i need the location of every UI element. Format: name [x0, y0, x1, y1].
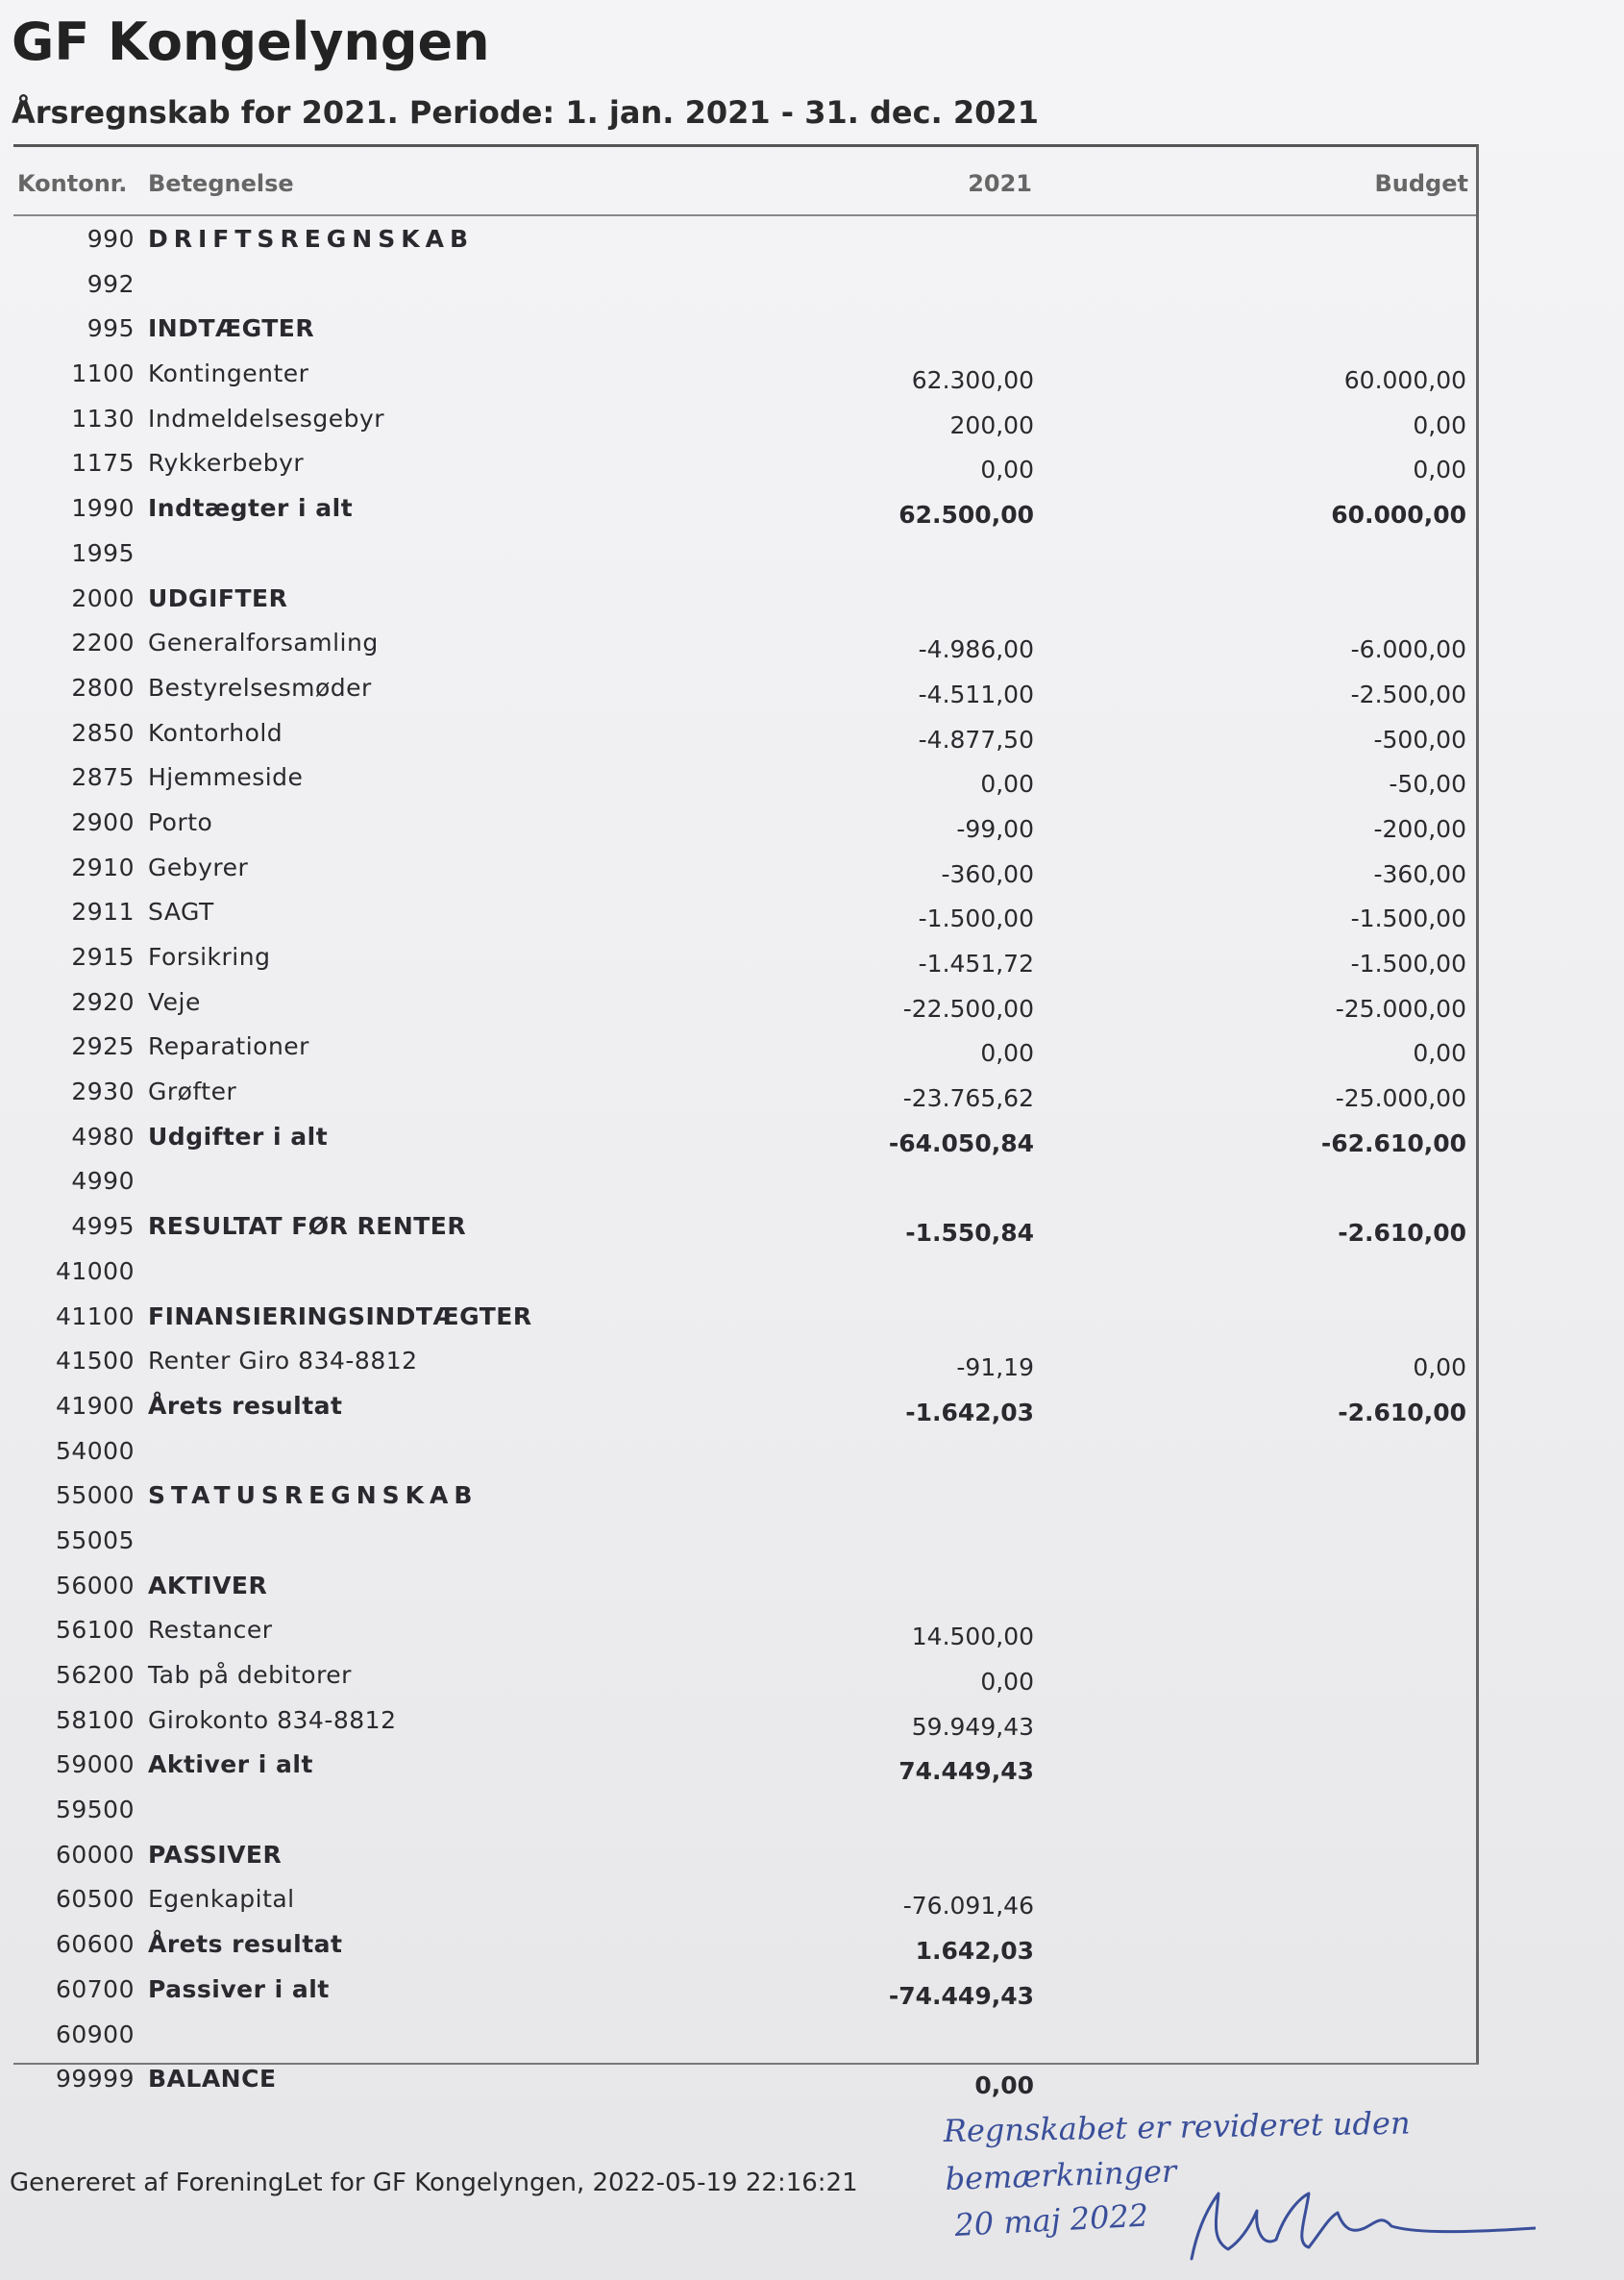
account-number: 2925	[71, 1032, 135, 1061]
table-row	[13, 440, 1476, 485]
account-number: 59500	[55, 1796, 135, 1824]
account-description: Aktiver i alt	[148, 1750, 313, 1779]
account-description: Grøfter	[148, 1078, 237, 1106]
table-row	[13, 485, 1476, 531]
annotation-line-2: bemærkninger	[944, 2152, 1177, 2197]
account-description: Renter Giro 834-8812	[148, 1347, 418, 1375]
amount-budget: 0,00	[1413, 456, 1466, 484]
table-row	[13, 845, 1476, 890]
account-number: 2200	[71, 629, 135, 657]
amount-2021: -1.550,84	[905, 1219, 1034, 1248]
table-row	[13, 1473, 1476, 1518]
amount-budget: 60.000,00	[1343, 366, 1466, 395]
account-number: 2800	[71, 673, 135, 702]
table-row	[13, 1652, 1476, 1698]
amount-budget: 0,00	[1413, 1353, 1466, 1382]
account-number: 56100	[55, 1616, 135, 1645]
account-description: Hjemmeside	[148, 763, 304, 792]
account-number: 41500	[55, 1347, 135, 1375]
account-number: 2000	[71, 583, 135, 612]
amount-2021: 62.300,00	[911, 366, 1034, 395]
account-description: Reparationer	[148, 1032, 309, 1061]
table-row	[13, 2056, 1476, 2101]
table-row	[13, 396, 1476, 441]
amount-2021: 0,00	[980, 456, 1034, 484]
table-row	[13, 665, 1476, 710]
account-description: Årets resultat	[148, 1391, 343, 1420]
account-description: Restancer	[148, 1616, 273, 1645]
account-description: PASSIVER	[148, 1840, 283, 1869]
amount-2021: 1.642,03	[915, 1937, 1034, 1966]
account-description: STATUSREGNSKAB	[148, 1481, 479, 1510]
account-description: Tab på debitorer	[148, 1661, 352, 1689]
table-row	[13, 1428, 1476, 1474]
amount-2021: 14.500,00	[911, 1623, 1034, 1651]
amount-budget: -500,00	[1373, 725, 1466, 754]
amount-2021: -99,00	[956, 814, 1034, 843]
column-header-kontonr: Kontonr.	[17, 170, 128, 197]
account-description: Porto	[148, 807, 213, 836]
account-description: Passiver i alt	[148, 1974, 330, 2003]
table-row	[13, 1383, 1476, 1428]
table-row	[13, 1024, 1476, 1069]
amount-2021: 0,00	[980, 1668, 1034, 1696]
amount-budget: 0,00	[1413, 410, 1466, 439]
amount-2021: 200,00	[949, 410, 1034, 439]
account-number: 2911	[71, 898, 135, 927]
account-number: 60600	[55, 1930, 135, 1959]
amount-2021: 0,00	[974, 2071, 1034, 2100]
table-row	[13, 800, 1476, 845]
account-number: 56000	[55, 1571, 135, 1599]
account-number: 56200	[55, 1661, 135, 1689]
amount-budget: -1.500,00	[1350, 950, 1466, 978]
column-header-year: 2021	[968, 170, 1032, 197]
account-description: BALANCE	[148, 2065, 277, 2094]
account-description: Kontingenter	[148, 359, 309, 388]
table-row	[13, 1921, 1476, 1967]
account-description: DRIFTSREGNSKAB	[148, 225, 474, 253]
document-title: GF Kongelyngen	[12, 12, 490, 72]
amount-budget: -6.000,00	[1350, 635, 1466, 664]
table-row	[13, 1203, 1476, 1249]
amount-2021: -64.050,84	[888, 1128, 1034, 1157]
account-number: 1995	[71, 538, 135, 567]
handwritten-annotation	[940, 2105, 1536, 2278]
account-description: Egenkapital	[148, 1885, 295, 1914]
table-row	[13, 1114, 1476, 1159]
amount-2021: 74.449,43	[898, 1757, 1034, 1786]
account-number: 60900	[55, 2020, 135, 2048]
account-number: 992	[86, 269, 135, 298]
amount-2021: -23.765,62	[902, 1084, 1034, 1113]
table-row	[13, 1294, 1476, 1339]
table-row	[13, 531, 1476, 576]
table-row	[13, 1967, 1476, 2012]
signature-mark	[1192, 2193, 1536, 2259]
amount-budget: -2.610,00	[1338, 1219, 1466, 1248]
amount-budget: -25.000,00	[1335, 994, 1466, 1023]
account-number: 55005	[55, 1525, 135, 1554]
account-description: AKTIVER	[148, 1571, 268, 1599]
account-number: 58100	[55, 1705, 135, 1734]
account-number: 60700	[55, 1974, 135, 2003]
amount-budget: -200,00	[1373, 814, 1466, 843]
table-row	[13, 1742, 1476, 1787]
account-description: SAGT	[148, 898, 214, 927]
column-header-budget: Budget	[1374, 170, 1468, 197]
table-row	[13, 261, 1476, 307]
table-row	[13, 979, 1476, 1025]
table-row	[13, 351, 1476, 396]
account-number: 99999	[55, 2065, 135, 2094]
table-row	[13, 216, 1476, 261]
amount-2021: -360,00	[941, 859, 1034, 888]
table-row	[13, 1698, 1476, 1743]
account-number: 54000	[55, 1436, 135, 1465]
account-number: 1130	[71, 404, 135, 433]
accounts-table	[13, 144, 1479, 2100]
account-number: 4995	[71, 1212, 135, 1241]
account-number: 2850	[71, 718, 135, 747]
amount-2021: -1.642,03	[905, 1398, 1034, 1426]
account-number: 41000	[55, 1256, 135, 1285]
table-row	[13, 889, 1476, 934]
table-row	[13, 755, 1476, 800]
account-number: 59000	[55, 1750, 135, 1779]
amount-2021: 62.500,00	[898, 501, 1034, 530]
account-description: Forsikring	[148, 943, 271, 971]
account-description: Gebyrer	[148, 853, 249, 881]
table-row	[13, 1607, 1476, 1652]
table-row	[13, 1832, 1476, 1877]
table-row	[13, 576, 1476, 621]
table-row	[13, 2012, 1476, 2057]
table-row	[13, 620, 1476, 665]
account-number: 60000	[55, 1840, 135, 1869]
account-number: 60500	[55, 1885, 135, 1914]
table-row	[13, 710, 1476, 756]
account-number: 2900	[71, 807, 135, 836]
account-description: UDGIFTER	[148, 583, 288, 612]
account-description: Girokonto 834-8812	[148, 1705, 397, 1734]
amount-budget: -2.500,00	[1350, 680, 1466, 708]
amount-2021: -1.500,00	[918, 905, 1034, 933]
amount-2021: -76.091,46	[902, 1892, 1034, 1921]
column-header-betegnelse: Betegnelse	[148, 170, 294, 197]
amount-2021: 59.949,43	[911, 1712, 1034, 1741]
amount-2021: -4.986,00	[918, 635, 1034, 664]
amount-budget: -360,00	[1373, 859, 1466, 888]
table-row	[13, 1249, 1476, 1294]
annotation-line-1: Regnskabet er revideret uden	[943, 2105, 1411, 2149]
table-row	[13, 934, 1476, 979]
account-number: 990	[86, 225, 135, 253]
account-number: 2915	[71, 943, 135, 971]
table-row	[13, 306, 1476, 351]
account-number: 41900	[55, 1391, 135, 1420]
account-number: 2930	[71, 1078, 135, 1106]
account-description: Generalforsamling	[148, 629, 379, 657]
amount-2021: -22.500,00	[902, 994, 1034, 1023]
table-row	[13, 1563, 1476, 1608]
account-number: 1100	[71, 359, 135, 388]
amount-2021: -91,19	[956, 1353, 1034, 1382]
account-number: 1175	[71, 449, 135, 478]
table-row	[13, 1338, 1476, 1383]
table-row	[13, 1518, 1476, 1563]
amount-budget: -1.500,00	[1350, 905, 1466, 933]
account-description: Bestyrelsesmøder	[148, 673, 372, 702]
account-description: Kontorhold	[148, 718, 283, 747]
table-row	[13, 1876, 1476, 1921]
amount-2021: -4.511,00	[918, 680, 1034, 708]
account-number: 995	[86, 314, 135, 343]
account-number: 41100	[55, 1301, 135, 1330]
document-subtitle: Årsregnskab for 2021. Periode: 1. jan. 2021 - 31. dec. 2021	[12, 94, 1039, 131]
account-number: 1990	[71, 494, 135, 523]
account-number: 4980	[71, 1122, 135, 1151]
account-description: FINANSIERINGSINDTÆGTER	[148, 1301, 532, 1330]
account-description: RESULTAT FØR RENTER	[148, 1212, 467, 1241]
generated-footer: Genereret af ForeningLet for GF Kongelyngen, 2022-05-19 22:16:21	[10, 2168, 858, 2197]
amount-2021: -1.451,72	[918, 950, 1034, 978]
account-description: Årets resultat	[148, 1930, 343, 1959]
amount-budget: 0,00	[1413, 1039, 1466, 1068]
table-header	[13, 147, 1476, 216]
account-description: Udgifter i alt	[148, 1122, 329, 1151]
account-description: Veje	[148, 987, 201, 1016]
table-row	[13, 1787, 1476, 1832]
table-row	[13, 1158, 1476, 1203]
amount-budget: -2.610,00	[1338, 1398, 1466, 1426]
account-number: 55000	[55, 1481, 135, 1510]
amount-budget: 60.000,00	[1331, 501, 1466, 530]
account-description: Rykkerbebyr	[148, 449, 305, 478]
account-description: Indtægter i alt	[148, 494, 354, 523]
account-number: 2910	[71, 853, 135, 881]
account-number: 2875	[71, 763, 135, 792]
account-description: Indmeldelsesgebyr	[148, 404, 385, 433]
amount-budget: -25.000,00	[1335, 1084, 1466, 1113]
amount-2021: 0,00	[980, 770, 1034, 799]
amount-2021: 0,00	[980, 1039, 1034, 1068]
amount-2021: -74.449,43	[888, 1981, 1034, 2010]
account-number: 4990	[71, 1167, 135, 1196]
amount-budget: -62.610,00	[1320, 1128, 1466, 1157]
account-description: INDTÆGTER	[148, 314, 315, 343]
annotation-line-3: 20 maj 2022	[953, 2196, 1149, 2243]
amount-budget: -50,00	[1389, 770, 1466, 799]
table-row	[13, 1069, 1476, 1114]
account-number: 2920	[71, 987, 135, 1016]
table-body	[13, 216, 1476, 2101]
amount-2021: -4.877,50	[918, 725, 1034, 754]
